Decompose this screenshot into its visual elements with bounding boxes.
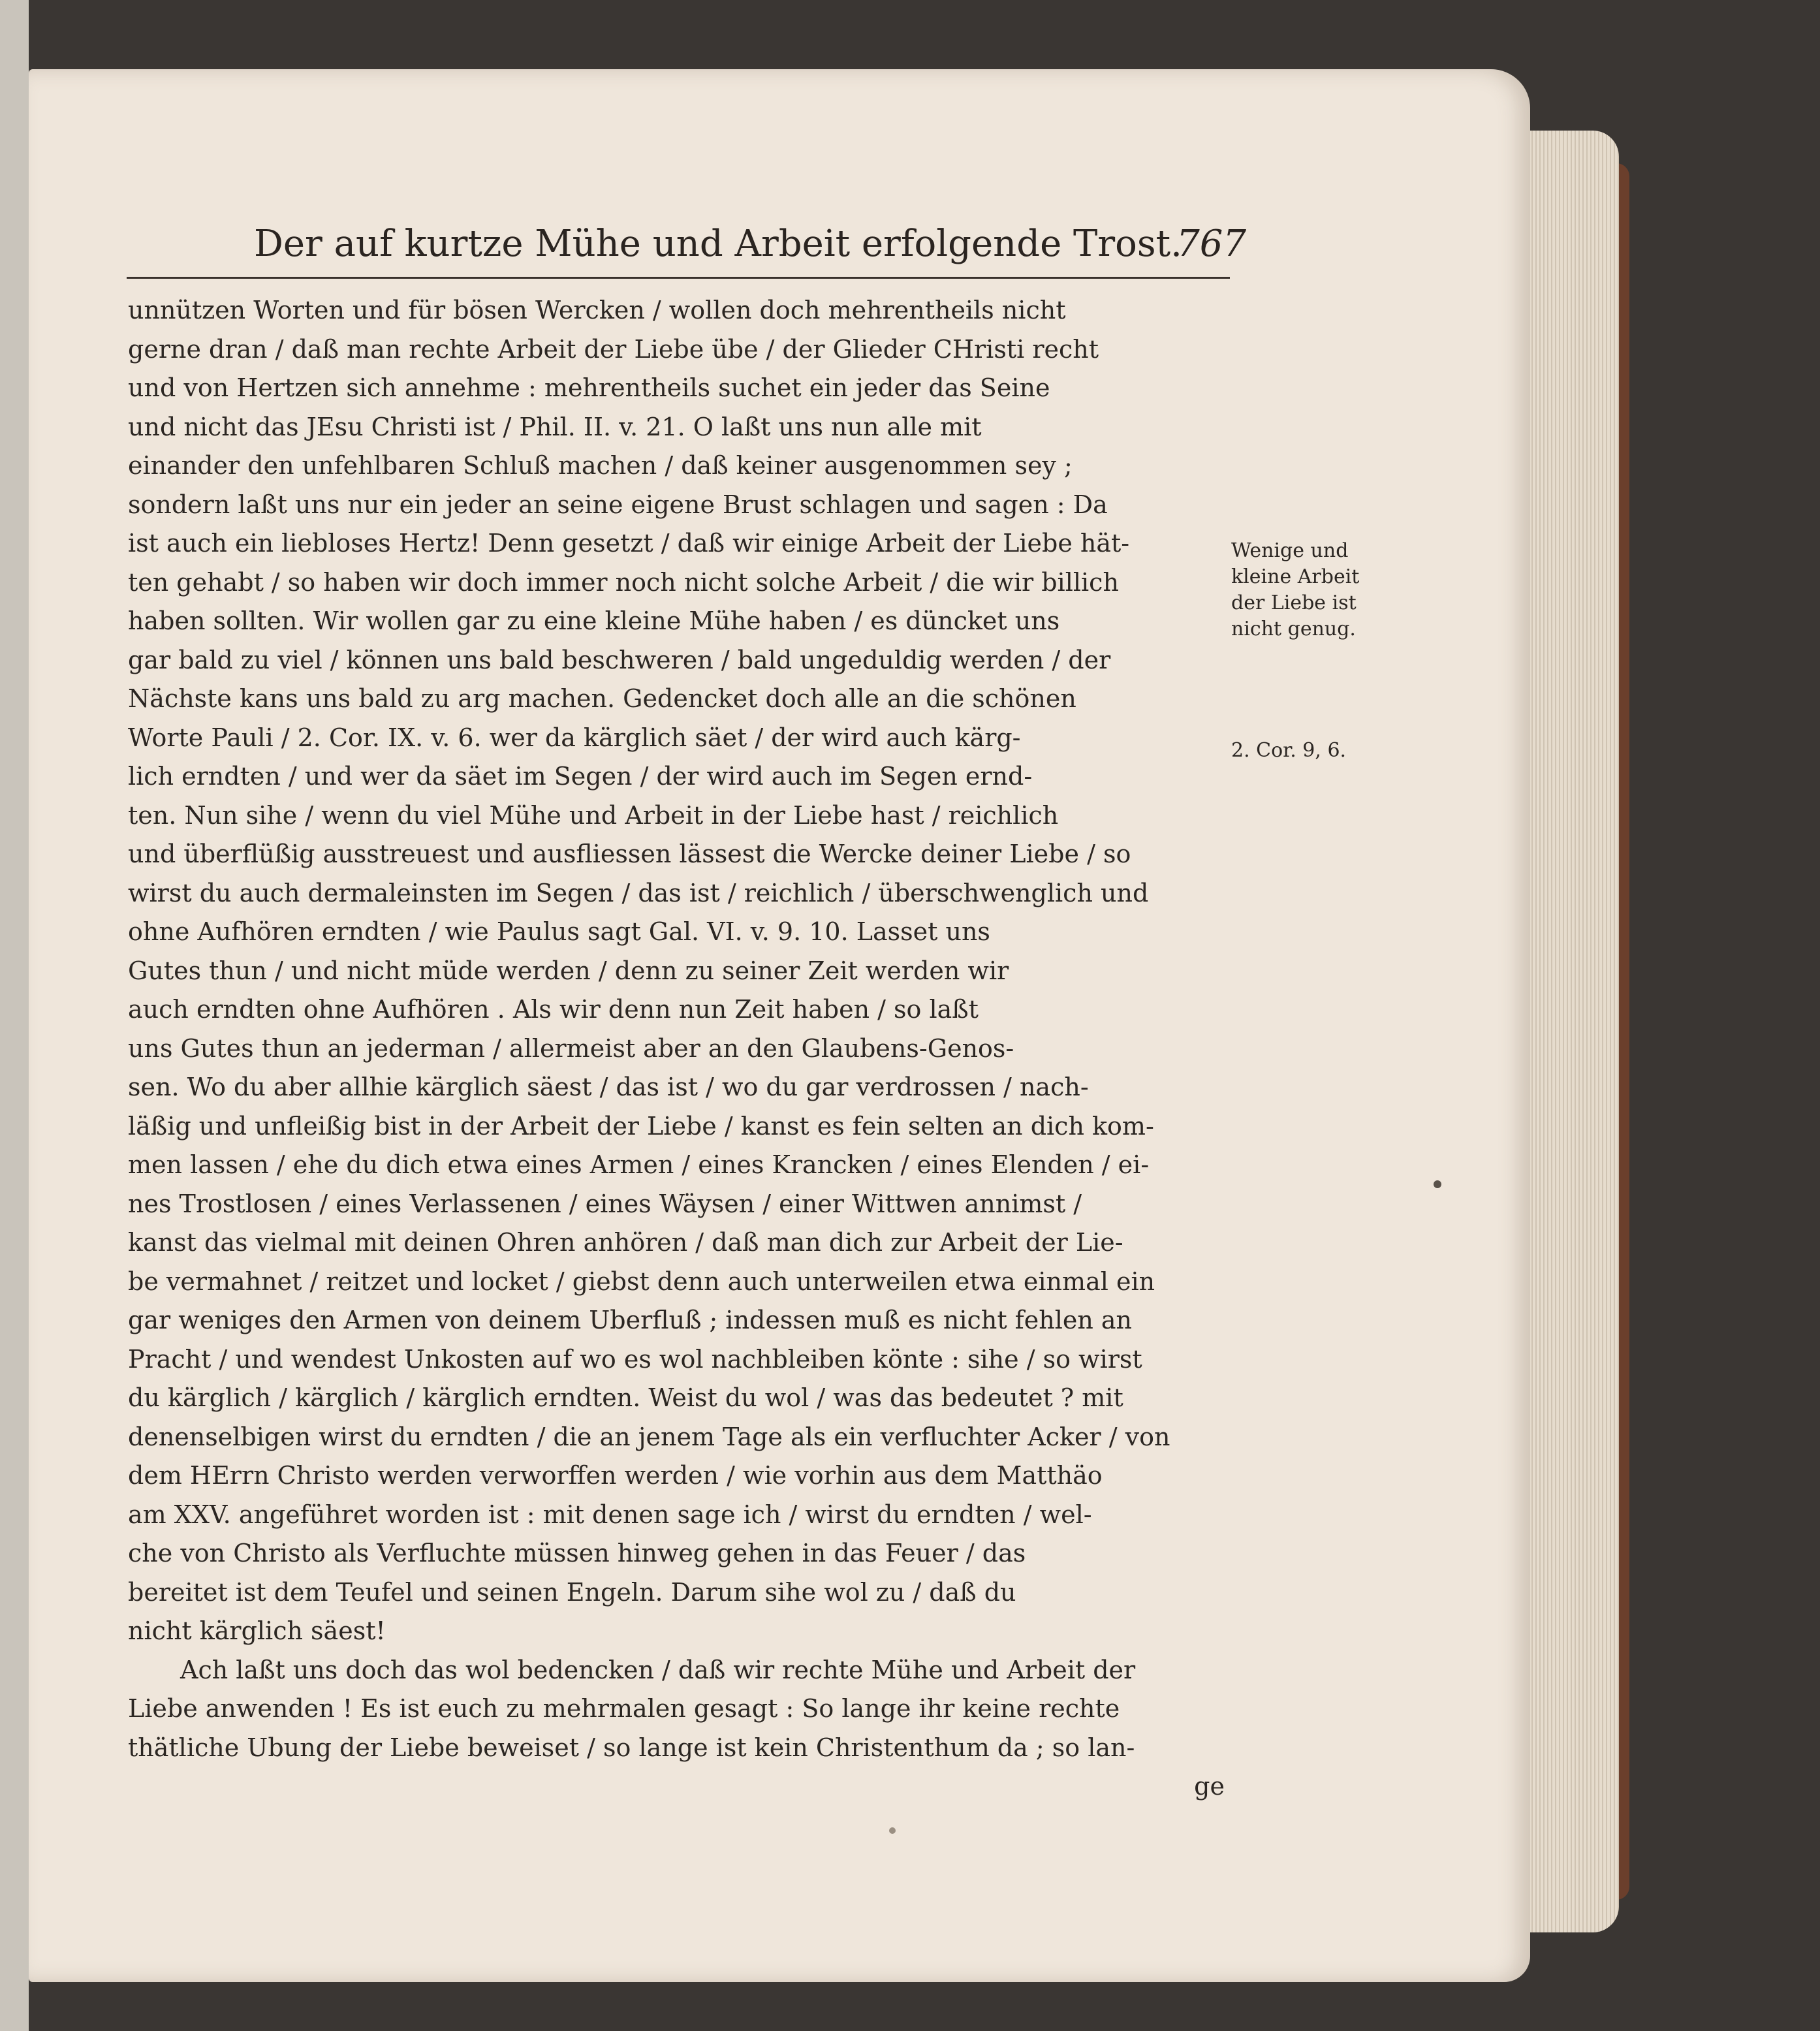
margin-note-line: nicht genug. (1231, 618, 1356, 640)
text-line: ten. Nun sihe / wenn du viel Mühe und Arbeit in der Liebe hast / reichlich (128, 800, 1059, 830)
text-line: Nächste kans uns bald zu arg machen. Gedencket doch alle an die schönen (128, 684, 1076, 713)
page-stack-edge (1521, 131, 1619, 1932)
margin-note-reference (1231, 738, 1394, 764)
text-line: läßig und unfleißig bist in der Arbeit der Liebe / kanst es fein selten an dich kom- (128, 1111, 1154, 1141)
text-line: bereitet ist dem Teufel und seinen Engeln. Darum sihe wol zu / daß du (128, 1577, 1016, 1607)
text-line: Gutes thun / und nicht müde werden / denn zu seiner Zeit werden wir (128, 956, 1009, 985)
scan-background-left (0, 0, 29, 2031)
page-number: 767 (1176, 223, 1246, 265)
paper-spot (889, 1827, 896, 1834)
text-line: lich erndten / und wer da säet im Segen / der wird auch im Segen ernd- (128, 762, 1033, 791)
text-line: unnützen Worten und für bösen Wercken / wollen doch mehrentheils nicht (128, 296, 1066, 324)
paragraph-start-line: Ach laßt uns doch das wol bedencken / daß wir rechte Mühe und Arbeit der (180, 1655, 1136, 1684)
margin-note (1231, 538, 1394, 642)
margin-note-line: der Liebe ist (1231, 591, 1357, 614)
text-line: che von Christo als Verfluchte müssen hinweg gehen in das Feuer / das (128, 1539, 1026, 1567)
text-line: ohne Aufhören erndten / wie Paulus sagt Gal. VI. v. 9. 10. Lasset uns (128, 917, 990, 946)
ink-speck (1434, 1180, 1441, 1188)
text-line: uns Gutes thun an jederman / allermeist aber an den Glaubens-Genos- (128, 1033, 1014, 1063)
running-title: Der auf kurtze Mühe und Arbeit erfolgende Trost. (254, 223, 1182, 265)
text-line: thätliche Ubung der Liebe beweiset / so lange ist kein Christenthum da ; so lan- (128, 1733, 1135, 1762)
text-line: kanst das vielmal mit deinen Ohren anhören / daß man dich zur Arbeit der Lie- (128, 1228, 1123, 1257)
text-line: nes Trostlosen / eines Verlassenen / eines Wäysen / einer Wittwen annimst / (128, 1189, 1082, 1218)
text-line: am XXV. angeführet worden ist : mit denen sage ich / wirst du erndten / wel- (128, 1500, 1092, 1529)
text-line: und von Hertzen sich annehme : mehrentheils suchet ein jeder das Seine (128, 373, 1050, 402)
catchword: ge (1194, 1772, 1225, 1801)
text-line: nicht kärglich säest! (128, 1616, 386, 1645)
text-line: denenselbigen wirst du erndten / die an jenem Tage als ein verfluchter Acker / von (128, 1422, 1170, 1451)
text-line: men lassen / ehe du dich etwa eines Armen / eines Krancken / eines Elenden / ei- (128, 1150, 1150, 1179)
text-line: sondern laßt uns nur ein jeder an seine eigene Brust schlagen und sagen : Da (128, 490, 1108, 519)
text-line: be vermahnet / reitzet und locket / giebst denn auch unterweilen etwa einmal ein (128, 1267, 1155, 1296)
margin-note-line: 2. Cor. 9, 6. (1231, 739, 1347, 762)
text-line: gerne dran / daß man rechte Arbeit der Liebe übe / der Glieder CHristi recht (128, 334, 1099, 364)
text-line: und nicht das JEsu Christi ist / Phil. II. v. 21. O laßt uns nun alle mit (128, 412, 982, 441)
text-line: gar bald zu viel / können uns bald beschweren / bald ungeduldig werden / der (128, 645, 1111, 674)
book-page (29, 69, 1530, 1982)
text-line: wirst du auch dermaleinsten im Segen / das ist / reichlich / überschwenglich und (128, 878, 1149, 907)
margin-note-line: kleine Arbeit (1231, 565, 1360, 588)
text-line: einander den unfehlbaren Schluß machen / daß keiner ausgenommen sey ; (128, 451, 1073, 480)
text-line: du kärglich / kärglich / kärglich erndten. Weist du wol / was das bedeutet ? mit (128, 1383, 1123, 1412)
text-line: Liebe anwenden ! Es ist euch zu mehrmalen gesagt : So lange ihr keine rechte (128, 1694, 1120, 1723)
text-line: haben sollten. Wir wollen gar zu eine kleine Mühe haben / es düncket uns (128, 606, 1060, 635)
header-rule (127, 277, 1230, 279)
text-line: gar weniges den Armen von deinem Uberfluß ; indessen muß es nicht fehlen an (128, 1306, 1133, 1334)
text-line: ten gehabt / so haben wir doch immer noch nicht solche Arbeit / die wir billich (128, 567, 1119, 597)
text-line: auch erndten ohne Aufhören . Als wir denn nun Zeit haben / so laßt (128, 995, 979, 1024)
text-line: Pracht / und wendest Unkosten auf wo es wol nachbleiben könte : sihe / so wirst (128, 1344, 1142, 1374)
text-line: sen. Wo du aber allhie kärglich säest / das ist / wo du gar verdrossen / nach- (128, 1073, 1089, 1101)
main-text-block (128, 291, 1225, 1806)
text-line: ist auch ein liebloses Hertz! Denn gesetzt / daß wir einige Arbeit der Liebe hät- (128, 529, 1130, 558)
running-header (254, 216, 1246, 275)
margin-note-line: Wenige und (1231, 539, 1349, 562)
text-line: und überflüßig ausstreuest und ausfliessen lässest die Wercke deiner Liebe / so (128, 840, 1131, 868)
text-line: Worte Pauli / 2. Cor. IX. v. 6. wer da kärglich säet / der wird auch kärg- (128, 723, 1021, 752)
text-line: dem HErrn Christo werden verworffen werden / wie vorhin aus dem Matthäo (128, 1461, 1103, 1490)
